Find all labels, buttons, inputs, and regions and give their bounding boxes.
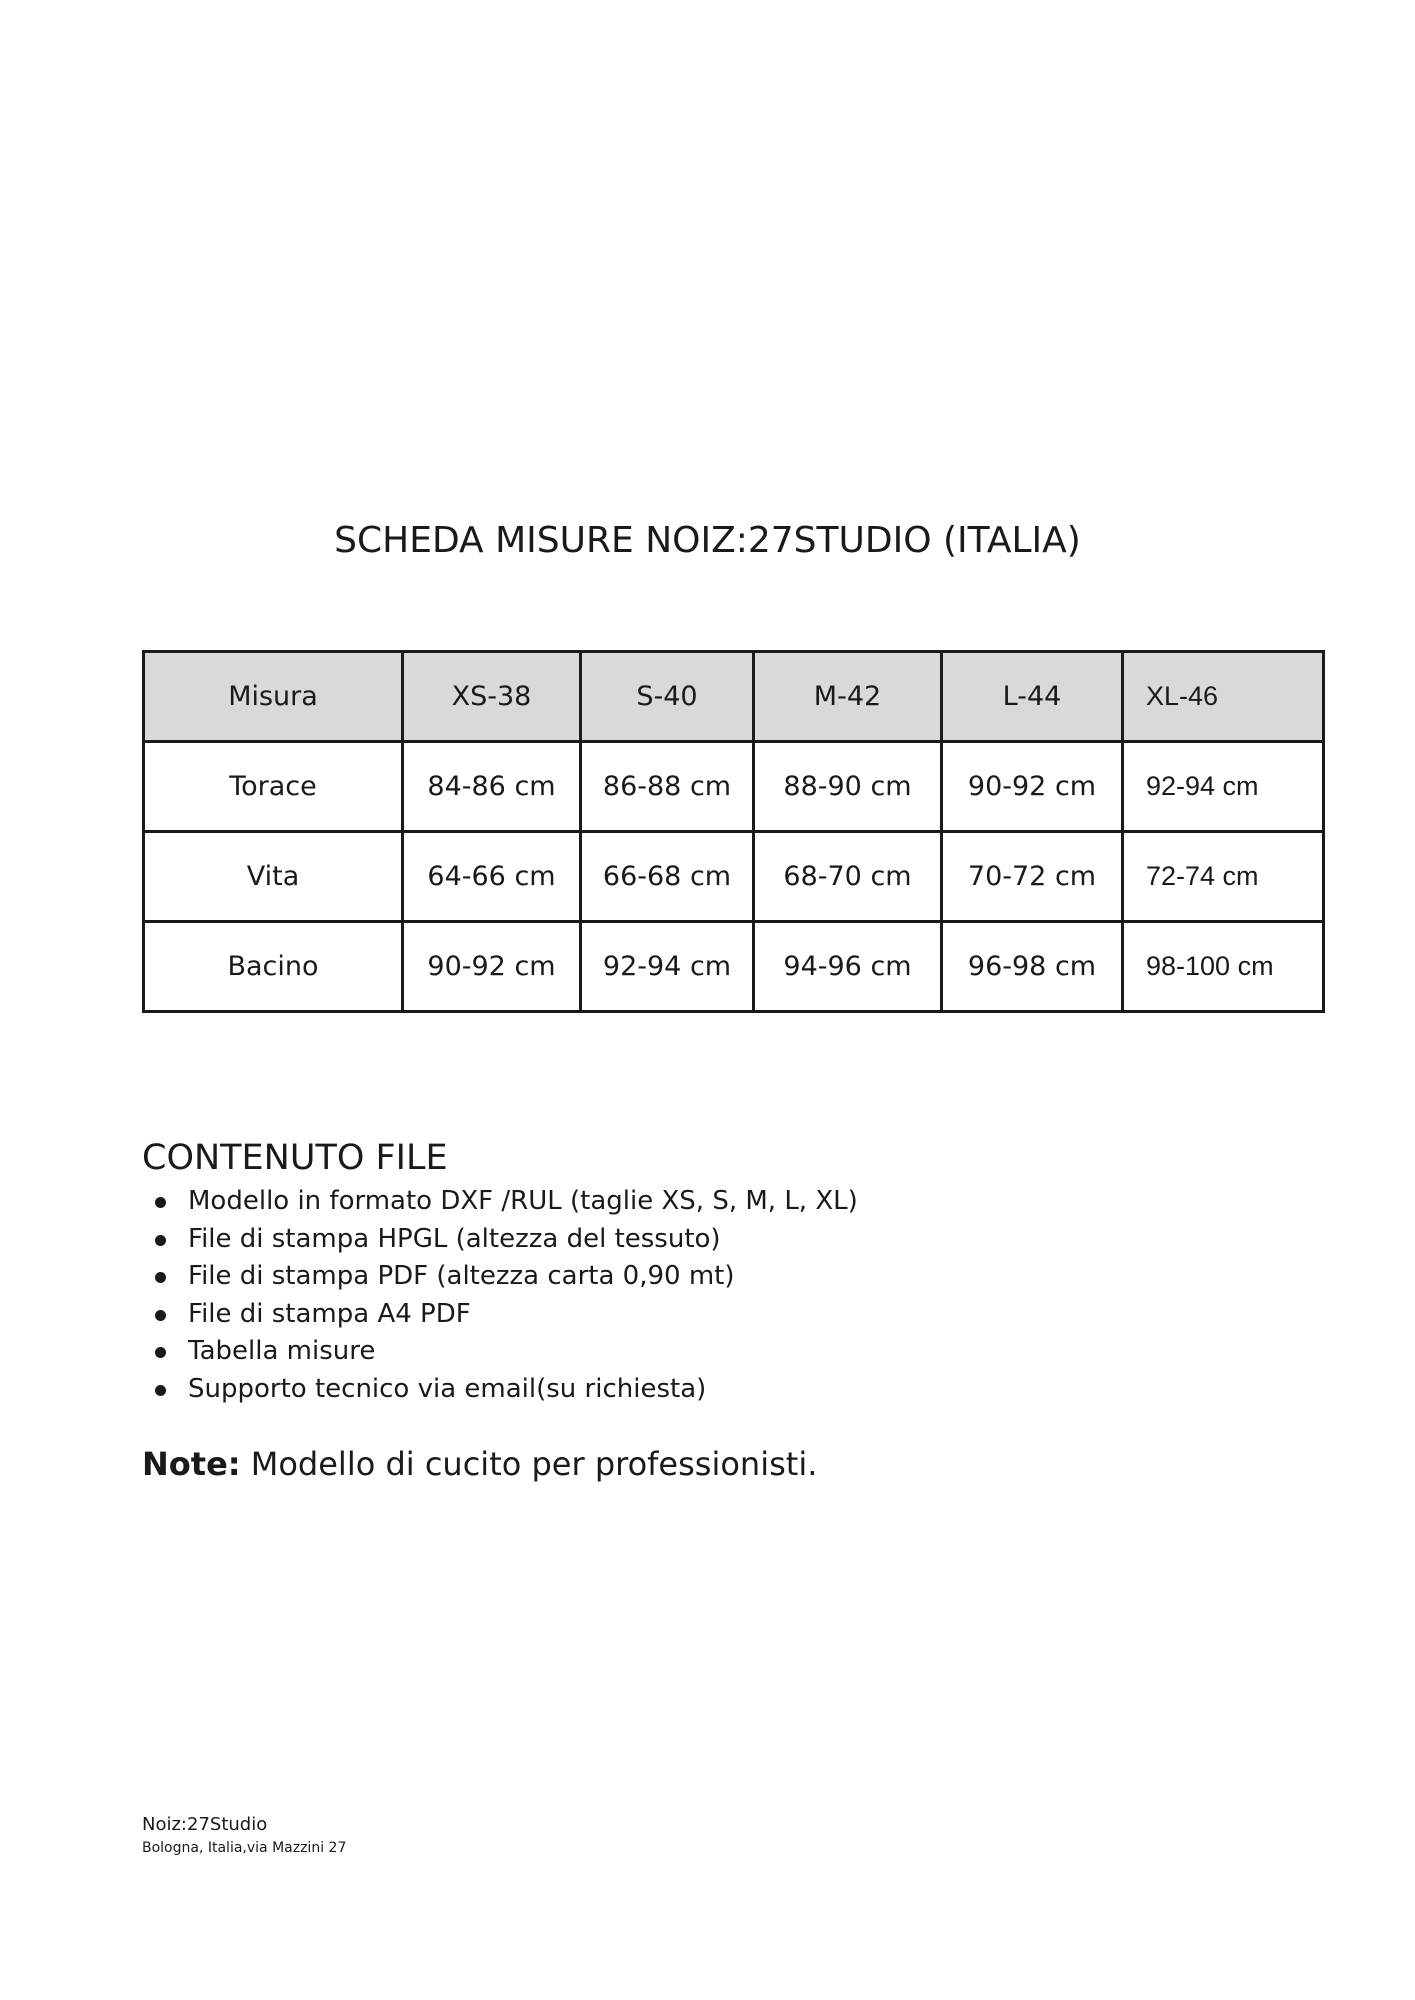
table-cell: 94-96 cm bbox=[754, 922, 942, 1012]
header-cell-m: M-42 bbox=[754, 652, 942, 742]
list-item-text: Modello in formato DXF /RUL (taglie XS, S, M, L, XL) bbox=[188, 1186, 858, 1216]
table-cell: 90-92 cm bbox=[403, 922, 581, 1012]
list-item-text: File di stampa HPGL (altezza del tessuto) bbox=[188, 1223, 721, 1254]
footer-address: Bologna, Italia,via Mazzini 27 bbox=[142, 1840, 347, 1856]
table-cell: 72-74 cm bbox=[1123, 832, 1324, 922]
table-cell: 96-98 cm bbox=[942, 922, 1123, 1012]
bullet-icon bbox=[155, 1235, 166, 1246]
bullet-icon bbox=[155, 1310, 166, 1321]
table-cell: 88-90 cm bbox=[754, 742, 942, 832]
page-title: SCHEDA MISURE NOIZ:27STUDIO (ITALIA) bbox=[334, 520, 1081, 561]
bullet-icon bbox=[155, 1385, 166, 1396]
list-item bbox=[142, 1183, 858, 1221]
table-cell: 86-88 cm bbox=[581, 742, 754, 832]
header-cell-measure: Misura bbox=[144, 652, 403, 742]
list-item bbox=[142, 1296, 858, 1334]
bullet-icon bbox=[155, 1197, 166, 1208]
footer-company-name: Noiz:27Studio bbox=[142, 1814, 268, 1835]
table-cell: 92-94 cm bbox=[581, 922, 754, 1012]
file-contents-heading: CONTENUTO FILE bbox=[142, 1138, 448, 1178]
list-item-text: File di stampa A4 PDF bbox=[188, 1298, 471, 1329]
note-text: Modello di cucito per professionisti. bbox=[240, 1445, 818, 1483]
table-cell: 98-100 cm bbox=[1123, 922, 1324, 1012]
bullet-icon bbox=[155, 1272, 166, 1283]
size-chart-table bbox=[142, 650, 1325, 1013]
table-cell: 90-92 cm bbox=[942, 742, 1123, 832]
table-row bbox=[144, 742, 1324, 832]
header-cell-s: S-40 bbox=[581, 652, 754, 742]
table-cell: 68-70 cm bbox=[754, 832, 942, 922]
list-item bbox=[142, 1221, 858, 1259]
header-cell-xl: XL-46 bbox=[1123, 652, 1324, 742]
note-label: Note: bbox=[142, 1445, 241, 1483]
header-cell-xs: XS-38 bbox=[403, 652, 581, 742]
table-cell: 84-86 cm bbox=[403, 742, 581, 832]
row-label: Torace bbox=[144, 742, 403, 832]
row-label: Vita bbox=[144, 832, 403, 922]
list-item bbox=[142, 1371, 858, 1409]
table-cell: 64-66 cm bbox=[403, 832, 581, 922]
list-item bbox=[142, 1258, 858, 1296]
table-cell: 66-68 cm bbox=[581, 832, 754, 922]
bullet-icon bbox=[155, 1347, 166, 1358]
table-cell: 70-72 cm bbox=[942, 832, 1123, 922]
table-cell: 92-94 cm bbox=[1123, 742, 1324, 832]
file-contents-list bbox=[142, 1183, 858, 1408]
header-cell-l: L-44 bbox=[942, 652, 1123, 742]
table-row bbox=[144, 832, 1324, 922]
note-line bbox=[142, 1445, 817, 1483]
row-label: Bacino bbox=[144, 922, 403, 1012]
list-item bbox=[142, 1333, 858, 1371]
list-item-text: Tabella misure bbox=[188, 1336, 376, 1366]
list-item-text: File di stampa PDF (altezza carta 0,90 mt) bbox=[188, 1261, 735, 1291]
table-row bbox=[144, 922, 1324, 1012]
list-item-text: Supporto tecnico via email(su richiesta) bbox=[188, 1373, 707, 1404]
table-header-row bbox=[144, 652, 1324, 742]
